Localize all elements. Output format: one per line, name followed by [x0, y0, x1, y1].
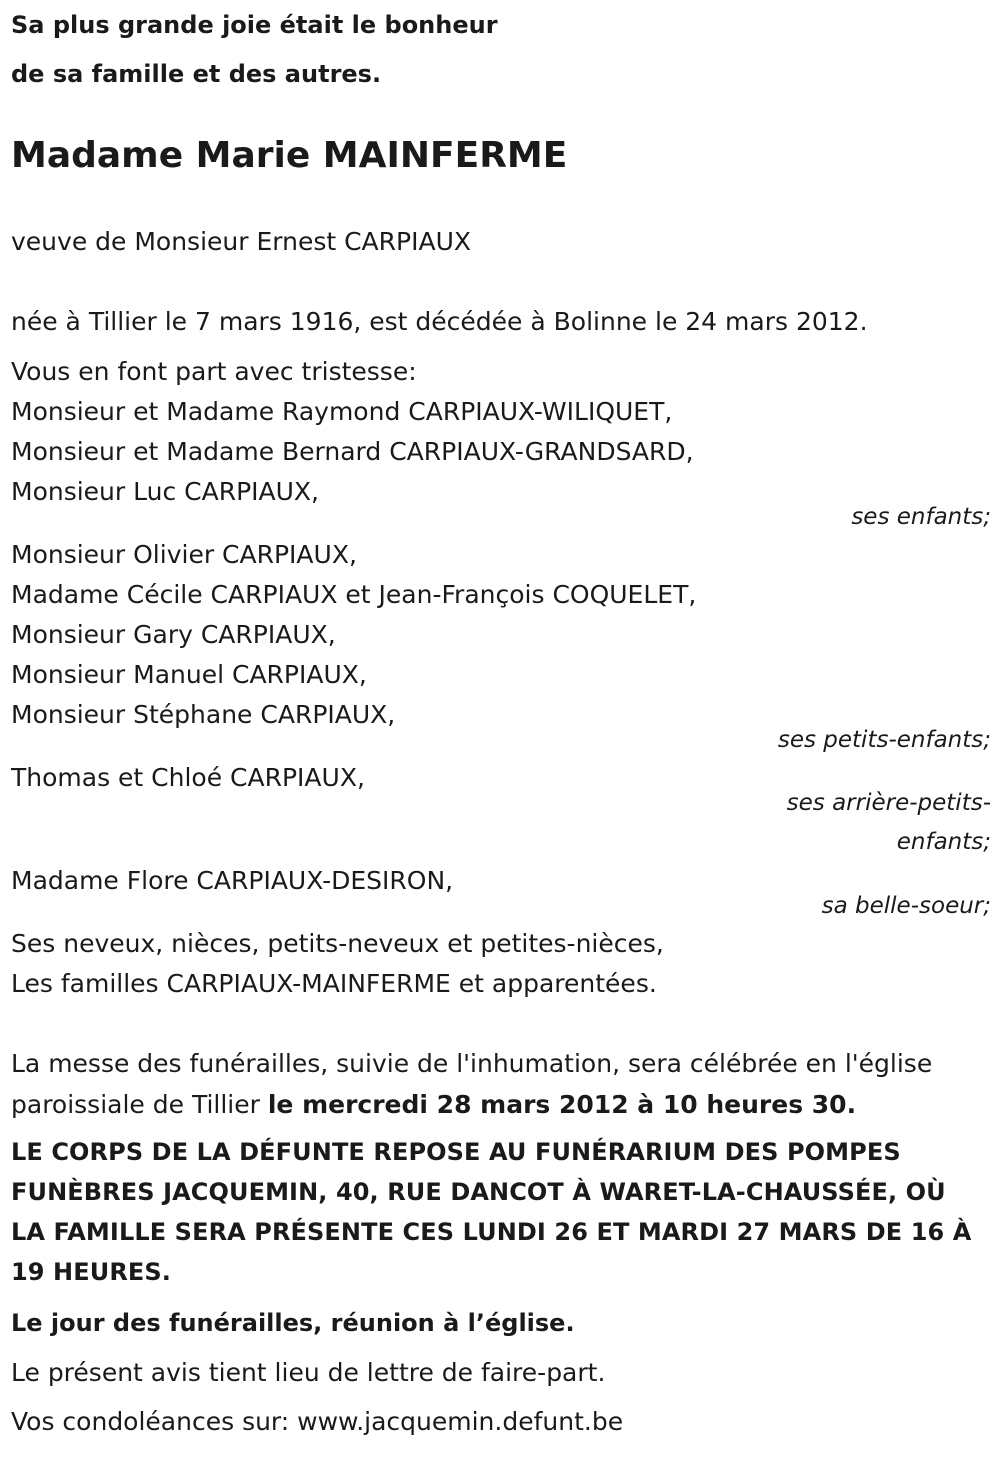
mass-line-1: La messe des funérailles, suivie de l'inhumation, sera célébrée en l'église — [11, 1049, 933, 1078]
child-2: Monsieur et Madame Bernard CARPIAUX-GRANDSARD, — [11, 437, 694, 466]
repose-line-2: FUNÈBRES JACQUEMIN, 40, RUE DANCOT À WARET-LA-CHAUSSÉE, OÙ — [11, 1178, 946, 1206]
mass-date-time: le mercredi 28 mars 2012 à 10 heures 30. — [267, 1090, 857, 1119]
great-grandchildren-role-2: enfants; — [896, 829, 991, 855]
repose-line-4: 19 HEURES. — [11, 1258, 171, 1286]
sister-in-law-role: sa belle-soeur; — [821, 893, 991, 919]
grandchild-5: Monsieur Stéphane CARPIAUX, — [11, 700, 396, 729]
child-1: Monsieur et Madame Raymond CARPIAUX-WILIQUET, — [11, 397, 673, 426]
grandchild-2: Madame Cécile CARPIAUX et Jean-François COQUELET, — [11, 580, 697, 609]
great-grandchildren-role-1: ses arrière-petits- — [786, 790, 991, 816]
meeting-at-church: Le jour des funérailles, réunion à l’église. — [11, 1309, 575, 1337]
sister-in-law: Madame Flore CARPIAUX-DESIRON, — [11, 866, 454, 895]
others-line-1: Ses neveux, nièces, petits-neveux et petites-nièces, — [11, 929, 664, 958]
deceased-name: Madame Marie MAINFERME — [11, 135, 568, 176]
announcement-intro: Vous en font part avec tristesse: — [11, 357, 417, 386]
children-role: ses enfants; — [851, 504, 991, 530]
grandchild-3: Monsieur Gary CARPIAUX, — [11, 620, 336, 649]
great-grandchildren: Thomas et Chloé CARPIAUX, — [11, 763, 365, 792]
birth-death: née à Tillier le 7 mars 1916, est décédée à Bolinne le 24 mars 2012. — [11, 307, 868, 336]
quote-line-2: de sa famille et des autres. — [11, 60, 382, 88]
mass-line-2-prefix: paroissiale de Tillier — [11, 1090, 268, 1119]
quote-line-1: Sa plus grande joie était le bonheur — [11, 11, 498, 39]
notice-line: Le présent avis tient lieu de lettre de faire-part. — [11, 1358, 606, 1387]
widow-of: veuve de Monsieur Ernest CARPIAUX — [11, 227, 472, 256]
repose-line-1: LE CORPS DE LA DÉFUNTE REPOSE AU FUNÉRARIUM DES POMPES — [11, 1138, 901, 1166]
grandchildren-role: ses petits-enfants; — [777, 727, 991, 753]
condolences-line: Vos condoléances sur: www.jacquemin.defunt.be — [11, 1407, 624, 1436]
grandchild-1: Monsieur Olivier CARPIAUX, — [11, 540, 357, 569]
mass-line-2 — [11, 1090, 856, 1120]
grandchild-4: Monsieur Manuel CARPIAUX, — [11, 660, 367, 689]
repose-line-3: LA FAMILLE SERA PRÉSENTE CES LUNDI 26 ET MARDI 27 MARS DE 16 À — [11, 1218, 972, 1246]
others-line-2: Les familles CARPIAUX-MAINFERME et apparentées. — [11, 969, 657, 998]
child-3: Monsieur Luc CARPIAUX, — [11, 477, 320, 506]
